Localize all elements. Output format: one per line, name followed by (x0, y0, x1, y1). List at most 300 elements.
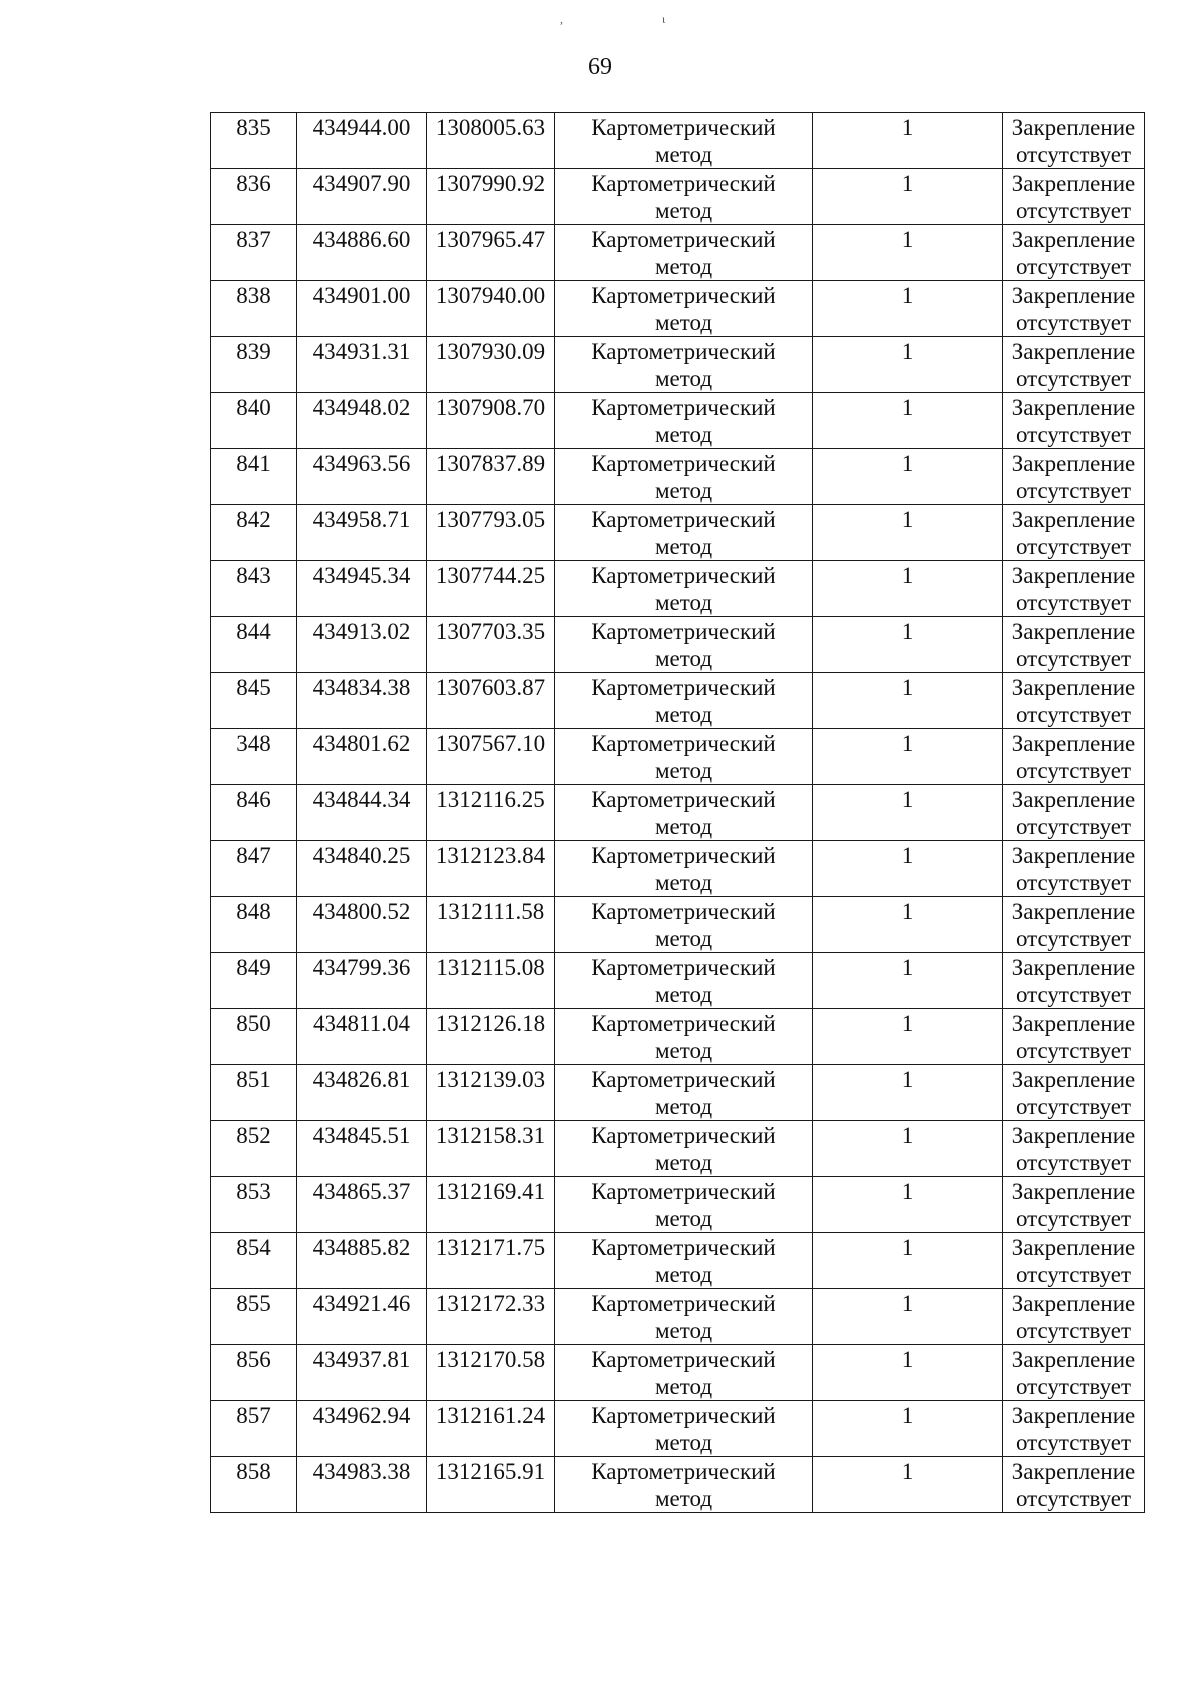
page-number: 69 (588, 54, 612, 80)
fixing-line-2: отсутствует (1015, 478, 1132, 503)
y-coordinate: 1307930.09 (435, 339, 546, 364)
y-coordinate-cell (427, 785, 555, 841)
method-cell (555, 1009, 813, 1065)
accuracy-value: 1 (901, 115, 914, 140)
method-cell (555, 337, 813, 393)
method-line-2: метод (654, 1262, 713, 1287)
y-coordinate-cell (427, 1401, 555, 1457)
method-line-2: метод (654, 1038, 713, 1063)
point-number-cell (211, 953, 297, 1009)
y-coordinate-cell (427, 897, 555, 953)
accuracy-cell (813, 785, 1003, 841)
accuracy-value: 1 (901, 395, 914, 420)
fixing-line-1: Закрепление (1011, 619, 1136, 644)
fixing-cell (1003, 729, 1145, 785)
x-coordinate-cell (297, 561, 427, 617)
x-coordinate-cell (297, 1233, 427, 1289)
x-coordinate-cell (297, 1457, 427, 1513)
method-cell (555, 1345, 813, 1401)
point-number: 841 (236, 451, 271, 476)
y-coordinate: 1312170.58 (435, 1347, 546, 1372)
y-coordinate: 1307703.35 (435, 619, 546, 644)
point-number-cell (211, 281, 297, 337)
y-coordinate: 1312165.91 (435, 1459, 546, 1484)
method-line-2: метод (654, 1430, 713, 1455)
method-cell (555, 113, 813, 169)
y-coordinate-cell (427, 225, 555, 281)
method-cell (555, 1233, 813, 1289)
table-row (211, 1345, 1145, 1401)
method-line-2: метод (654, 422, 713, 447)
point-number-cell (211, 1177, 297, 1233)
method-line-1: Картометрический (591, 731, 776, 756)
fixing-line-1: Закрепление (1011, 1403, 1136, 1428)
x-coordinate: 434962.94 (312, 1403, 411, 1428)
accuracy-cell (813, 953, 1003, 1009)
point-number-cell (211, 841, 297, 897)
method-line-2: метод (654, 590, 713, 615)
method-line-1: Картометрический (591, 1179, 776, 1204)
accuracy-value: 1 (901, 1011, 914, 1036)
x-coordinate: 434948.02 (312, 395, 411, 420)
scan-mark: ι (662, 12, 666, 26)
y-coordinate: 1312111.58 (436, 899, 545, 924)
accuracy-value: 1 (901, 171, 914, 196)
fixing-line-1: Закрепление (1011, 955, 1136, 980)
fixing-line-1: Закрепление (1011, 283, 1136, 308)
accuracy-value: 1 (901, 1067, 914, 1092)
method-cell (555, 729, 813, 785)
x-coordinate: 434885.82 (312, 1235, 411, 1260)
y-coordinate-cell (427, 113, 555, 169)
point-number-cell (211, 1289, 297, 1345)
fixing-line-2: отсутствует (1015, 758, 1132, 783)
x-coordinate: 434921.46 (312, 1291, 411, 1316)
method-cell (555, 225, 813, 281)
method-line-2: метод (654, 982, 713, 1007)
method-line-1: Картометрический (591, 171, 776, 196)
accuracy-cell (813, 113, 1003, 169)
method-line-1: Картометрический (591, 1235, 776, 1260)
accuracy-value: 1 (901, 227, 914, 252)
point-number-cell (211, 617, 297, 673)
method-cell (555, 1289, 813, 1345)
x-coordinate-cell (297, 393, 427, 449)
fixing-cell (1003, 1121, 1145, 1177)
accuracy-value: 1 (901, 507, 914, 532)
method-line-1: Картометрический (591, 1123, 776, 1148)
table-row (211, 1009, 1145, 1065)
point-number-cell (211, 1233, 297, 1289)
fixing-cell (1003, 561, 1145, 617)
point-number: 847 (236, 843, 271, 868)
accuracy-value: 1 (901, 1123, 914, 1148)
fixing-cell (1003, 449, 1145, 505)
method-line-2: метод (654, 310, 713, 335)
point-number-cell (211, 673, 297, 729)
accuracy-cell (813, 561, 1003, 617)
x-coordinate-cell (297, 337, 427, 393)
method-line-1: Картометрический (591, 1459, 776, 1484)
x-coordinate-cell (297, 953, 427, 1009)
method-cell (555, 449, 813, 505)
method-cell (555, 785, 813, 841)
y-coordinate-cell (427, 673, 555, 729)
fixing-line-2: отсутствует (1015, 814, 1132, 839)
method-cell (555, 1065, 813, 1121)
method-line-1: Картометрический (591, 507, 776, 532)
method-cell (555, 1401, 813, 1457)
y-coordinate-cell (427, 1233, 555, 1289)
y-coordinate: 1312139.03 (435, 1067, 546, 1092)
fixing-cell (1003, 169, 1145, 225)
table-row (211, 169, 1145, 225)
x-coordinate: 434944.00 (312, 115, 411, 140)
fixing-cell (1003, 897, 1145, 953)
point-number: 845 (236, 675, 271, 700)
fixing-line-1: Закрепление (1011, 1123, 1136, 1148)
accuracy-value: 1 (901, 619, 914, 644)
accuracy-cell (813, 505, 1003, 561)
fixing-line-1: Закрепление (1011, 843, 1136, 868)
x-coordinate: 434865.37 (312, 1179, 411, 1204)
accuracy-value: 1 (901, 843, 914, 868)
y-coordinate: 1307793.05 (435, 507, 546, 532)
accuracy-cell (813, 673, 1003, 729)
fixing-line-1: Закрепление (1011, 339, 1136, 364)
fixing-cell (1003, 1233, 1145, 1289)
y-coordinate-cell (427, 617, 555, 673)
x-coordinate: 434799.36 (312, 955, 411, 980)
fixing-cell (1003, 1289, 1145, 1345)
y-coordinate-cell (427, 841, 555, 897)
point-number-cell (211, 1401, 297, 1457)
method-line-1: Картометрический (591, 899, 776, 924)
method-line-1: Картометрический (591, 787, 776, 812)
point-number-cell (211, 337, 297, 393)
fixing-cell (1003, 393, 1145, 449)
fixing-line-2: отсутствует (1015, 1262, 1132, 1287)
coordinates-table (210, 112, 1145, 1513)
method-line-2: метод (654, 534, 713, 559)
accuracy-value: 1 (901, 675, 914, 700)
x-coordinate-cell (297, 505, 427, 561)
y-coordinate-cell (427, 281, 555, 337)
fixing-cell (1003, 617, 1145, 673)
fixing-line-2: отсутствует (1015, 142, 1132, 167)
fixing-cell (1003, 785, 1145, 841)
y-coordinate: 1307908.70 (435, 395, 546, 420)
point-number: 849 (236, 955, 271, 980)
method-line-2: метод (654, 758, 713, 783)
accuracy-cell (813, 1121, 1003, 1177)
method-line-2: метод (654, 702, 713, 727)
x-coordinate-cell (297, 1065, 427, 1121)
point-number-cell (211, 113, 297, 169)
fixing-cell (1003, 1457, 1145, 1513)
table-row (211, 561, 1145, 617)
table-row (211, 1177, 1145, 1233)
fixing-line-1: Закрепление (1011, 1179, 1136, 1204)
accuracy-cell (813, 1457, 1003, 1513)
fixing-cell (1003, 113, 1145, 169)
y-coordinate: 1307965.47 (435, 227, 546, 252)
point-number: 837 (236, 227, 271, 252)
table-row (211, 281, 1145, 337)
accuracy-cell (813, 617, 1003, 673)
method-line-1: Картометрический (591, 451, 776, 476)
fixing-cell (1003, 1401, 1145, 1457)
point-number: 851 (236, 1067, 271, 1092)
accuracy-value: 1 (901, 283, 914, 308)
x-coordinate-cell (297, 1009, 427, 1065)
fixing-line-2: отсутствует (1015, 1318, 1132, 1343)
x-coordinate-cell (297, 729, 427, 785)
fixing-line-2: отсутствует (1015, 366, 1132, 391)
method-cell (555, 281, 813, 337)
accuracy-value: 1 (901, 1403, 914, 1428)
x-coordinate-cell (297, 673, 427, 729)
fixing-line-1: Закрепление (1011, 731, 1136, 756)
fixing-line-2: отсутствует (1015, 1486, 1132, 1511)
method-cell (555, 561, 813, 617)
y-coordinate: 1308005.63 (435, 115, 546, 140)
point-number: 348 (236, 731, 271, 756)
x-coordinate: 434913.02 (312, 619, 411, 644)
x-coordinate: 434834.38 (312, 675, 411, 700)
table-row (211, 225, 1145, 281)
table-row (211, 785, 1145, 841)
y-coordinate-cell (427, 729, 555, 785)
x-coordinate-cell (297, 169, 427, 225)
fixing-line-2: отсутствует (1015, 702, 1132, 727)
table-body (211, 113, 1145, 1513)
y-coordinate: 1307837.89 (435, 451, 546, 476)
table-row (211, 449, 1145, 505)
method-cell (555, 169, 813, 225)
fixing-cell (1003, 225, 1145, 281)
fixing-line-1: Закрепление (1011, 395, 1136, 420)
accuracy-value: 1 (901, 1459, 914, 1484)
x-coordinate: 434845.51 (312, 1123, 411, 1148)
fixing-line-2: отсутствует (1015, 870, 1132, 895)
fixing-line-1: Закрепление (1011, 507, 1136, 532)
method-cell (555, 673, 813, 729)
y-coordinate: 1312126.18 (435, 1011, 546, 1036)
accuracy-cell (813, 1009, 1003, 1065)
method-line-2: метод (654, 646, 713, 671)
method-cell (555, 1457, 813, 1513)
method-line-1: Картометрический (591, 115, 776, 140)
x-coordinate-cell (297, 1401, 427, 1457)
table-row (211, 953, 1145, 1009)
x-coordinate-cell (297, 281, 427, 337)
table-row (211, 1065, 1145, 1121)
y-coordinate: 1312161.24 (435, 1403, 546, 1428)
method-line-2: метод (654, 926, 713, 951)
fixing-line-1: Закрепление (1011, 171, 1136, 196)
point-number-cell (211, 785, 297, 841)
x-coordinate-cell (297, 617, 427, 673)
point-number: 850 (236, 1011, 271, 1036)
accuracy-cell (813, 729, 1003, 785)
scan-mark: , (560, 12, 563, 26)
accuracy-cell (813, 1177, 1003, 1233)
method-line-2: метод (654, 478, 713, 503)
method-line-1: Картометрический (591, 283, 776, 308)
y-coordinate: 1312171.75 (435, 1235, 546, 1260)
fixing-cell (1003, 337, 1145, 393)
accuracy-cell (813, 449, 1003, 505)
table-row (211, 337, 1145, 393)
method-line-1: Картометрический (591, 955, 776, 980)
accuracy-cell (813, 841, 1003, 897)
accuracy-value: 1 (901, 787, 914, 812)
point-number-cell (211, 561, 297, 617)
method-line-1: Картометрический (591, 395, 776, 420)
y-coordinate: 1307744.25 (435, 563, 546, 588)
y-coordinate-cell (427, 1289, 555, 1345)
method-line-2: метод (654, 1486, 713, 1511)
x-coordinate-cell (297, 1345, 427, 1401)
y-coordinate: 1307603.87 (435, 675, 546, 700)
x-coordinate: 434937.81 (312, 1347, 411, 1372)
x-coordinate-cell (297, 1289, 427, 1345)
y-coordinate: 1312116.25 (436, 787, 545, 812)
fixing-line-2: отсутствует (1015, 534, 1132, 559)
fixing-line-1: Закрепление (1011, 1011, 1136, 1036)
method-cell (555, 505, 813, 561)
x-coordinate: 434931.31 (312, 339, 411, 364)
fixing-line-2: отсутствует (1015, 1206, 1132, 1231)
y-coordinate: 1307990.92 (435, 171, 546, 196)
fixing-line-1: Закрепление (1011, 451, 1136, 476)
method-line-2: метод (654, 254, 713, 279)
point-number-cell (211, 1345, 297, 1401)
accuracy-value: 1 (901, 339, 914, 364)
accuracy-value: 1 (901, 1291, 914, 1316)
x-coordinate-cell (297, 225, 427, 281)
fixing-cell (1003, 673, 1145, 729)
method-line-1: Картометрический (591, 339, 776, 364)
method-line-1: Картометрический (591, 1403, 776, 1428)
point-number: 846 (236, 787, 271, 812)
table-row (211, 1457, 1145, 1513)
table-row (211, 617, 1145, 673)
point-number: 835 (236, 115, 271, 140)
y-coordinate: 1312172.33 (435, 1291, 546, 1316)
point-number-cell (211, 505, 297, 561)
y-coordinate-cell (427, 561, 555, 617)
y-coordinate-cell (427, 1065, 555, 1121)
table-row (211, 897, 1145, 953)
x-coordinate-cell (297, 449, 427, 505)
fixing-line-1: Закрепление (1011, 227, 1136, 252)
method-line-1: Картометрический (591, 675, 776, 700)
method-line-2: метод (654, 198, 713, 223)
y-coordinate: 1307567.10 (435, 731, 546, 756)
fixing-line-1: Закрепление (1011, 1067, 1136, 1092)
x-coordinate: 434901.00 (312, 283, 411, 308)
method-cell (555, 841, 813, 897)
point-number: 840 (236, 395, 271, 420)
point-number-cell (211, 449, 297, 505)
fixing-cell (1003, 841, 1145, 897)
method-cell (555, 1177, 813, 1233)
accuracy-value: 1 (901, 563, 914, 588)
table-row (211, 1401, 1145, 1457)
fixing-cell (1003, 281, 1145, 337)
method-line-1: Картометрический (591, 843, 776, 868)
point-number-cell (211, 169, 297, 225)
point-number-cell (211, 225, 297, 281)
fixing-line-2: отсутствует (1015, 1430, 1132, 1455)
method-line-1: Картометрический (591, 1291, 776, 1316)
accuracy-value: 1 (901, 731, 914, 756)
method-line-2: метод (654, 1094, 713, 1119)
point-number-cell (211, 1457, 297, 1513)
fixing-line-1: Закрепление (1011, 563, 1136, 588)
method-line-1: Картометрический (591, 563, 776, 588)
fixing-line-1: Закрепление (1011, 1347, 1136, 1372)
point-number: 843 (236, 563, 271, 588)
fixing-line-2: отсутствует (1015, 1374, 1132, 1399)
method-cell (555, 953, 813, 1009)
y-coordinate-cell (427, 505, 555, 561)
accuracy-value: 1 (901, 451, 914, 476)
x-coordinate: 434811.04 (313, 1011, 410, 1036)
fixing-line-1: Закрепление (1011, 787, 1136, 812)
method-line-1: Картометрический (591, 1011, 776, 1036)
accuracy-value: 1 (901, 955, 914, 980)
point-number: 838 (236, 283, 271, 308)
table-row (211, 1289, 1145, 1345)
accuracy-cell (813, 393, 1003, 449)
accuracy-cell (813, 1233, 1003, 1289)
y-coordinate: 1312123.84 (435, 843, 546, 868)
accuracy-value: 1 (901, 1179, 914, 1204)
point-number-cell (211, 1121, 297, 1177)
point-number: 857 (236, 1403, 271, 1428)
point-number-cell (211, 729, 297, 785)
fixing-line-1: Закрепление (1011, 1235, 1136, 1260)
y-coordinate-cell (427, 337, 555, 393)
x-coordinate: 434800.52 (312, 899, 411, 924)
fixing-cell (1003, 1009, 1145, 1065)
accuracy-cell (813, 225, 1003, 281)
point-number: 848 (236, 899, 271, 924)
point-number: 842 (236, 507, 271, 532)
x-coordinate: 434840.25 (312, 843, 411, 868)
fixing-line-1: Закрепление (1011, 1291, 1136, 1316)
y-coordinate-cell (427, 953, 555, 1009)
y-coordinate-cell (427, 1345, 555, 1401)
fixing-line-2: отсутствует (1015, 1094, 1132, 1119)
x-coordinate-cell (297, 897, 427, 953)
table-row (211, 393, 1145, 449)
x-coordinate: 434945.34 (312, 563, 411, 588)
fixing-line-1: Закрепление (1011, 899, 1136, 924)
point-number: 852 (236, 1123, 271, 1148)
y-coordinate: 1307940.00 (435, 283, 546, 308)
table-row (211, 505, 1145, 561)
method-line-1: Картометрический (591, 227, 776, 252)
accuracy-cell (813, 1289, 1003, 1345)
fixing-line-2: отсутствует (1015, 646, 1132, 671)
point-number-cell (211, 897, 297, 953)
fixing-cell (1003, 1345, 1145, 1401)
x-coordinate: 434983.38 (312, 1459, 411, 1484)
